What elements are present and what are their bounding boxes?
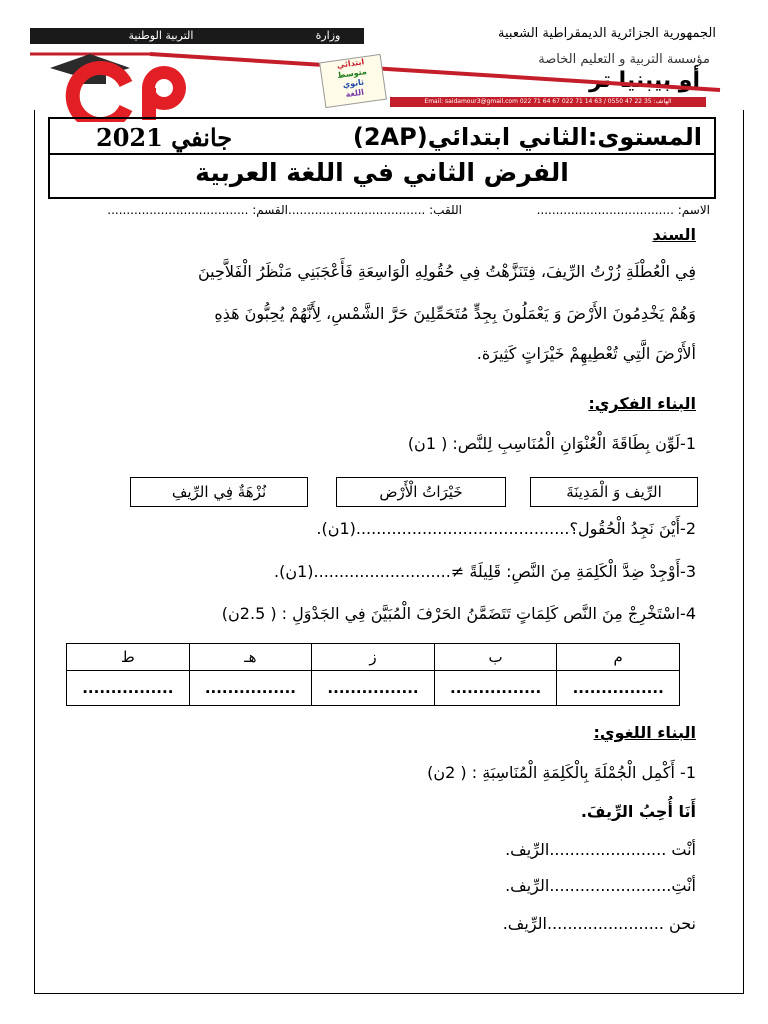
title-option-2[interactable]: خَيْرَاتُ الْأَرْض (336, 477, 506, 507)
levels-card (319, 54, 387, 108)
ministry-word: وزارة (315, 29, 341, 42)
brand-name: أو بيبنيا تر (589, 68, 700, 93)
answer-cell[interactable]: ................ (434, 671, 557, 706)
title-option-1[interactable]: الرِّيف وَ الْمَدِينَةَ (530, 477, 698, 507)
language-heading: البناء اللغوي: (593, 723, 696, 742)
title-box (48, 155, 716, 199)
comprehension-heading: البناء الفكري: (588, 394, 696, 413)
school-name: مؤسسة التربية و التعليم الخاصة (538, 52, 710, 67)
school-logo (46, 46, 216, 122)
passage-line-2: وَهُمْ يَخْدِمُونَ الأَرْضَ وَ يَعْمَلُونَ بِجِدٍّ مُتَحَمِّلِينَ حَرَّ الشَّمْسِ، لِأَنَّهُمْ يُحِبُّونَ هَذِهِ (214, 304, 696, 323)
level-text: المستوى:الثاني ابتدائي(2AP) (352, 123, 702, 151)
question-1: 1-لَوِّن بِطَاقَةَ الْعُنْوَانِ الْمُنَاسِبِ لِلنَّص: ( 1ن) (407, 434, 696, 453)
letter-cell: ط (67, 644, 190, 671)
answer-cell[interactable]: ................ (557, 671, 680, 706)
level-primary: ابتدائي (336, 57, 365, 71)
class-field[interactable]: القسم: ..................................... (107, 203, 288, 217)
name-field[interactable]: الاسم: .................................... (536, 203, 710, 217)
letter-cell: ب (434, 644, 557, 671)
title-option-3[interactable]: نُزْهَةٌ فِي الرِّيفِ (130, 477, 308, 507)
question-3: 3-أَوْجِدْ ضِدَّ الْكَلِمَةِ مِنَ النَّصِ: قَلِيلَةً ≠...........................(1ن). (274, 562, 696, 581)
letter-cell: هـ (189, 644, 312, 671)
question-2: 2-أَيْنَ نَجِدُ الْحُقُول؟..........................................(1ن). (316, 519, 696, 538)
letters-table (66, 643, 680, 706)
level-secondary: ثانوي (342, 77, 365, 90)
fill-line-3[interactable]: نحن .......................الرِّيف. (502, 914, 696, 933)
contact-bar: Email: saidamour3@gmail.com 022 71 64 67 022 71 14 63 / 0550 47 22 35 :الهاتف (390, 97, 706, 107)
level-box (48, 117, 716, 155)
level-language: اللغة (344, 87, 365, 100)
letter-cell: م (557, 644, 680, 671)
passage-heading: السند (652, 225, 696, 244)
answer-cell[interactable]: ................ (312, 671, 435, 706)
language-question-1: 1- أَكْمِل الْجُمْلَةَ بِالْكَلِمَةِ الْمُنَاسِبَةِ : ( 2ن) (427, 763, 696, 782)
letter-cell: ز (312, 644, 435, 671)
page-frame (34, 110, 744, 994)
level-middle: متوسط (336, 67, 368, 81)
answer-cell[interactable]: ................ (67, 671, 190, 706)
fill-line-2[interactable]: أنْتِ........................الرِّيف. (505, 876, 696, 895)
republic-title: الجمهورية الجزائرية الديمقراطية الشعبية (498, 26, 716, 41)
surname-field[interactable]: اللقب: .................................... (288, 203, 462, 217)
example-sentence: أَنَا أُحِبُ الرِّيفَ. (580, 802, 696, 821)
question-4: 4-اسْتَخْرِجْ مِنَ النَّص كَلِمَاتٍ تَتَضَمَّنُ الحَرْفَ الْمُبَيَّنَ فِي الجَدْوَلِ : ( 2.5ن) (221, 604, 696, 623)
passage-line-3: ألأَرْضَ الَّتِي تُعْطِيهِمْ خَيْرَاتٍ كَثِيرَة. (476, 344, 696, 363)
passage-line-1: فِي الْعُطْلَةِ زُرْتُ الرِّيفَ، فِتَنَزَّهْتُ فِي حُقُولِهِ الْوَاسِعَةِ فَأَعْجَبَنِي مَنْظَرُ الْفَلاَّحِينَ (197, 262, 696, 281)
exam-title: الفرض الثاني في اللغة العربية (195, 158, 569, 187)
ministry-text: التربية الوطنية (128, 29, 194, 42)
answer-cell[interactable]: ................ (189, 671, 312, 706)
fill-line-1[interactable]: أنْت .......................الرِّيف. (505, 840, 696, 859)
exam-date: جانفي 2021 (96, 123, 233, 152)
